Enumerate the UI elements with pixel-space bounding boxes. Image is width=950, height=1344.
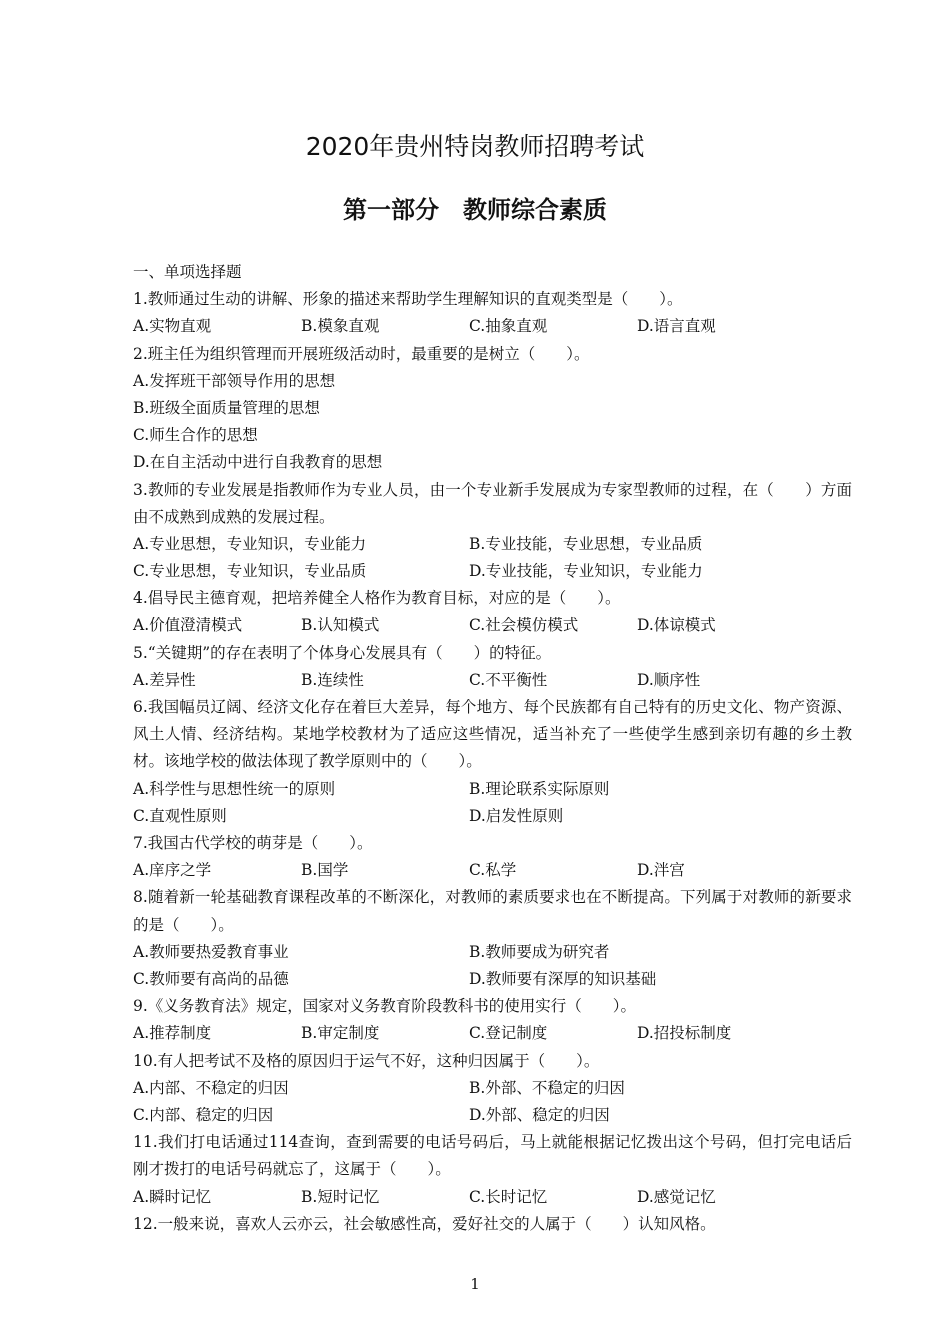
- option: B.理论联系实际原则: [469, 779, 610, 798]
- option: B.教师要成为研究者: [469, 942, 610, 961]
- option-row: [100, 966, 852, 993]
- option: D.在自主活动中进行自我教育的思想: [133, 453, 383, 472]
- option: B.专业技能，专业思想，专业品质: [469, 534, 703, 553]
- option: D.顺序性: [637, 670, 701, 689]
- option: B.模象直观: [301, 317, 380, 336]
- option-row: [100, 776, 852, 803]
- question-list: [100, 259, 852, 1238]
- option-row: [100, 1075, 852, 1102]
- option-row: [100, 803, 852, 830]
- question-stem: 7.我国古代学校的萌芽是（ ）。: [133, 834, 373, 853]
- option-row: [100, 313, 852, 340]
- option: C.社会模仿模式: [469, 616, 579, 635]
- option: D.教师要有深厚的知识基础: [469, 969, 657, 988]
- option: B.班级全面质量管理的思想: [133, 398, 320, 417]
- option-row: [100, 1184, 852, 1211]
- section-title: 第一部分 教师综合素质: [343, 196, 607, 224]
- question-stem: 1.教师通过生动的讲解、形象的描述来帮助学生理解知识的直观类型是（ ）。: [133, 290, 683, 309]
- question-stem: 5.“关键期”的存在表明了个体身心发展具有（ ）的特征。: [133, 643, 552, 662]
- option: C.专业思想，专业知识，专业品质: [133, 562, 367, 581]
- question-stem: 8.随着新一轮基础教育课程改革的不断深化，对教师的素质要求也在不断提高。下列属于对教师的新要求的是（ ）。: [133, 888, 852, 934]
- question-stem: 2.班主任为组织管理而开展班级活动时，最重要的是树立（ ）。: [133, 344, 590, 363]
- option: D.专业技能，专业知识，专业能力: [469, 562, 703, 581]
- question-stem: 4.倡导民主德育观，把培养健全人格作为教育目标，对应的是（ ）。: [133, 589, 621, 608]
- question-stem: 10.有人把考试不及格的原因归于运气不好，这种归因属于（ ）。: [133, 1051, 600, 1070]
- option: C.登记制度: [469, 1024, 548, 1043]
- option: C.直观性原则: [133, 806, 227, 825]
- question-stem: 6.我国幅员辽阔、经济文化存在着巨大差异，每个地方、每个民族都有自己特有的历史文化、物产资源、风土人情、经济结构。某地学校教材为了适应这些情况，适当补充了一些使学生感到亲切有趣的乡土教材。该地学校的做法体现了教学原则中的（ ）。: [133, 698, 852, 771]
- question-type-heading: 一、单项选择题: [133, 263, 242, 281]
- option: B.外部、不稳定的归因: [469, 1078, 625, 1097]
- option: D.体谅模式: [637, 616, 716, 635]
- option: C.教师要有高尚的品德: [133, 969, 289, 988]
- option: A.推荐制度: [133, 1024, 212, 1043]
- option-row: [100, 667, 852, 694]
- question-stem: 11.我们打电话通过114查询，查到需要的电话号码后，马上就能根据记忆拨出这个号码，但打完电话后刚才拨打的电话号码就忘了，这属于（ ）。: [133, 1133, 852, 1179]
- option: A.教师要热爱教育事业: [133, 942, 289, 961]
- option-row: [100, 612, 852, 639]
- option: A.实物直观: [133, 317, 212, 336]
- option: C.长时记忆: [469, 1187, 548, 1206]
- option: D.招投标制度: [637, 1024, 732, 1043]
- option-row: [100, 939, 852, 966]
- option: D.启发性原则: [469, 806, 564, 825]
- option-row: [100, 1102, 852, 1129]
- option: A.科学性与思想性统一的原则: [133, 779, 336, 798]
- option: B.短时记忆: [301, 1187, 380, 1206]
- question-stem: 3.教师的专业发展是指教师作为专业人员，由一个专业新手发展成为专家型教师的过程，在（ ）方面由不成熟到成熟的发展过程。: [133, 480, 852, 526]
- option-row: [100, 1020, 852, 1047]
- document-title: 2020年贵州特岗教师招聘考试: [305, 132, 645, 161]
- option: A.差异性: [133, 670, 196, 689]
- option: B.认知模式: [301, 616, 380, 635]
- option-row: [100, 531, 852, 558]
- option: A.价值澄清模式: [133, 616, 243, 635]
- option: B.连续性: [301, 670, 364, 689]
- option: A.内部、不稳定的归因: [133, 1078, 289, 1097]
- option: C.不平衡性: [469, 670, 548, 689]
- page-number: 1: [470, 1275, 480, 1293]
- question-stem: 12.一般来说，喜欢人云亦云，社会敏感性高，爱好社交的人属于（ ）认知风格。: [133, 1214, 716, 1233]
- option: B.国学: [301, 861, 349, 880]
- option: D.感觉记忆: [637, 1187, 716, 1206]
- option: B.审定制度: [301, 1024, 380, 1043]
- option: C.抽象直观: [469, 317, 548, 336]
- option-row: [100, 558, 852, 585]
- option-row: [100, 857, 852, 884]
- option: D.外部、稳定的归因: [469, 1105, 610, 1124]
- option: A.庠序之学: [133, 861, 212, 880]
- option: D.语言直观: [637, 317, 716, 336]
- option: A.专业思想，专业知识，专业能力: [133, 534, 367, 553]
- option: C.私学: [469, 861, 517, 880]
- option: C.内部、稳定的归因: [133, 1105, 274, 1124]
- option: A.瞬时记忆: [133, 1187, 212, 1206]
- option: D.泮宫: [637, 861, 685, 880]
- question-stem: 9.《义务教育法》规定，国家对义务教育阶段教科书的使用实行（ ）。: [133, 997, 637, 1016]
- option: A.发挥班干部领导作用的思想: [133, 371, 336, 390]
- option: C.师生合作的思想: [133, 426, 258, 445]
